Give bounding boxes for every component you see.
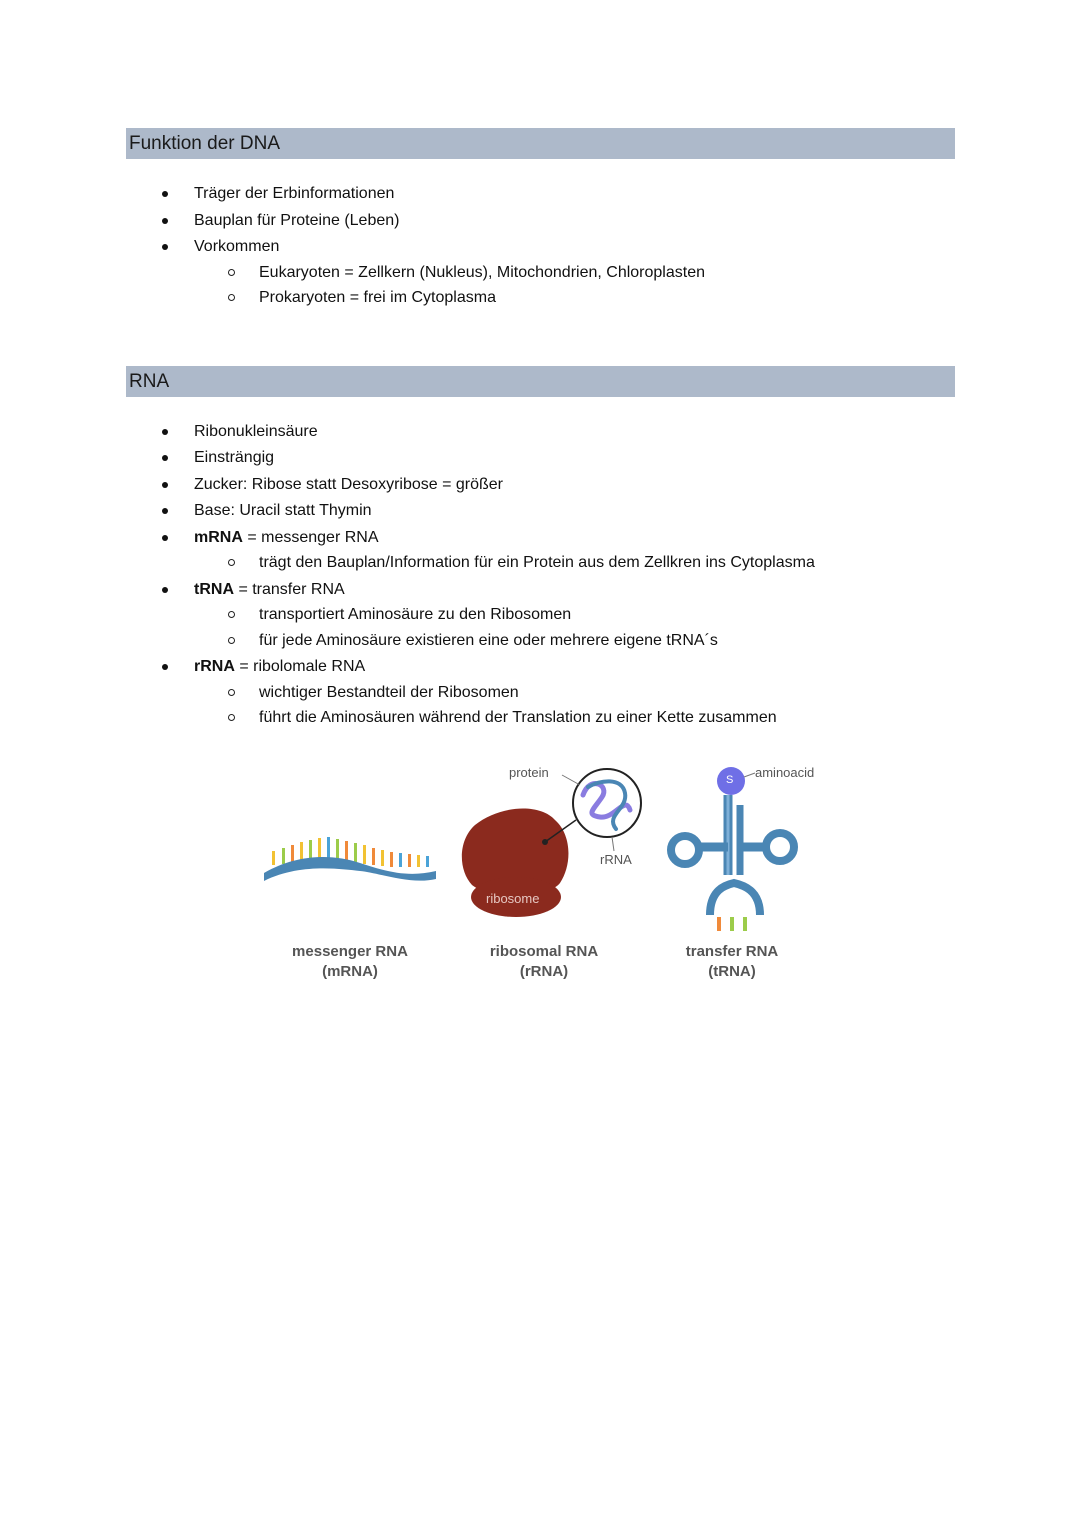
caption-mrna-line1: messenger RNA <box>292 943 408 960</box>
list-item: Vorkommen <box>194 238 280 255</box>
list-item: Ribonukleinsäure <box>194 423 318 440</box>
label-rrna: rRNA <box>600 852 632 867</box>
label-aminoacid: aminoacid <box>755 765 815 780</box>
term-rrna: rRNA <box>194 658 235 675</box>
bullet-icon <box>162 528 168 548</box>
sub-list-item: führt die Aminosäuren während der Translation zu einer Kette zusammen <box>259 709 777 726</box>
bullet-icon <box>162 422 168 442</box>
list-item: Zucker: Ribose statt Desoxyribose = größer <box>194 476 504 493</box>
bullet-icon <box>162 580 168 600</box>
list-item: Einsträngig <box>194 449 275 466</box>
bullet-icon <box>162 657 168 677</box>
caption-mrna <box>270 942 430 982</box>
term-trna-def: = transfer RNA <box>234 581 345 598</box>
label-ribosome: ribosome <box>486 891 540 906</box>
bullet-icon <box>162 448 168 468</box>
sub-bullet-icon <box>228 288 235 308</box>
sub-bullet-icon <box>228 553 235 573</box>
sub-bullet-icon <box>228 708 235 728</box>
sub-list-item: wichtiger Bestandteil der Ribosomen <box>259 684 519 701</box>
term-rrna-def: = ribolomale RNA <box>234 658 366 675</box>
bullet-icon <box>162 237 168 257</box>
bullet-icon <box>162 211 168 231</box>
mrna-illustration <box>264 837 436 881</box>
magnifier-circle <box>573 769 641 837</box>
list-item-rrna <box>194 657 365 677</box>
caption-trna <box>652 942 812 982</box>
bullet-icon <box>162 184 168 204</box>
sub-list-item: Eukaryoten = Zellkern (Nukleus), Mitochondrien, Chloroplasten <box>259 264 705 281</box>
term-trna: tRNA <box>194 581 234 598</box>
sub-list-item: für jede Aminosäure existieren eine oder mehrere eigene tRNA´s <box>259 632 718 649</box>
sub-bullet-icon <box>228 631 235 651</box>
section-header-dna: Funktion der DNA <box>126 128 955 159</box>
bullet-icon <box>162 475 168 495</box>
label-s-marker: S <box>726 774 734 786</box>
caption-trna-line1: transfer RNA <box>685 943 779 960</box>
caption-mrna-line2: (mRNA) <box>322 963 378 980</box>
bullet-icon <box>162 501 168 521</box>
sub-list-item: transportiert Aminosäure zu den Ribosomen <box>259 606 572 623</box>
sub-bullet-icon <box>228 605 235 625</box>
sub-list-item: trägt den Bauplan/Information für ein Protein aus dem Zellkren ins Cytoplasma <box>259 554 815 571</box>
list-item: Base: Uracil statt Thymin <box>194 502 372 519</box>
section-header-rna: RNA <box>126 366 955 397</box>
sub-bullet-icon <box>228 683 235 703</box>
caption-rrna-line2: (rRNA) <box>519 963 569 980</box>
list-item-mrna <box>194 528 379 548</box>
caption-rrna <box>464 942 624 982</box>
list-item-trna <box>194 580 345 600</box>
list-item: Bauplan für Proteine (Leben) <box>194 212 400 229</box>
rna-types-figure <box>250 755 850 995</box>
term-mrna: mRNA <box>194 529 243 546</box>
trna-illustration <box>671 767 794 931</box>
sub-list-item: Prokaryoten = frei im Cytoplasma <box>259 289 496 306</box>
caption-rrna-line1: ribosomal RNA <box>489 943 599 960</box>
term-mrna-def: = messenger RNA <box>242 529 379 546</box>
sub-bullet-icon <box>228 263 235 283</box>
caption-trna-line2: (tRNA) <box>708 963 756 980</box>
label-protein: protein <box>509 765 549 780</box>
list-item: Träger der Erbinformationen <box>194 185 395 202</box>
